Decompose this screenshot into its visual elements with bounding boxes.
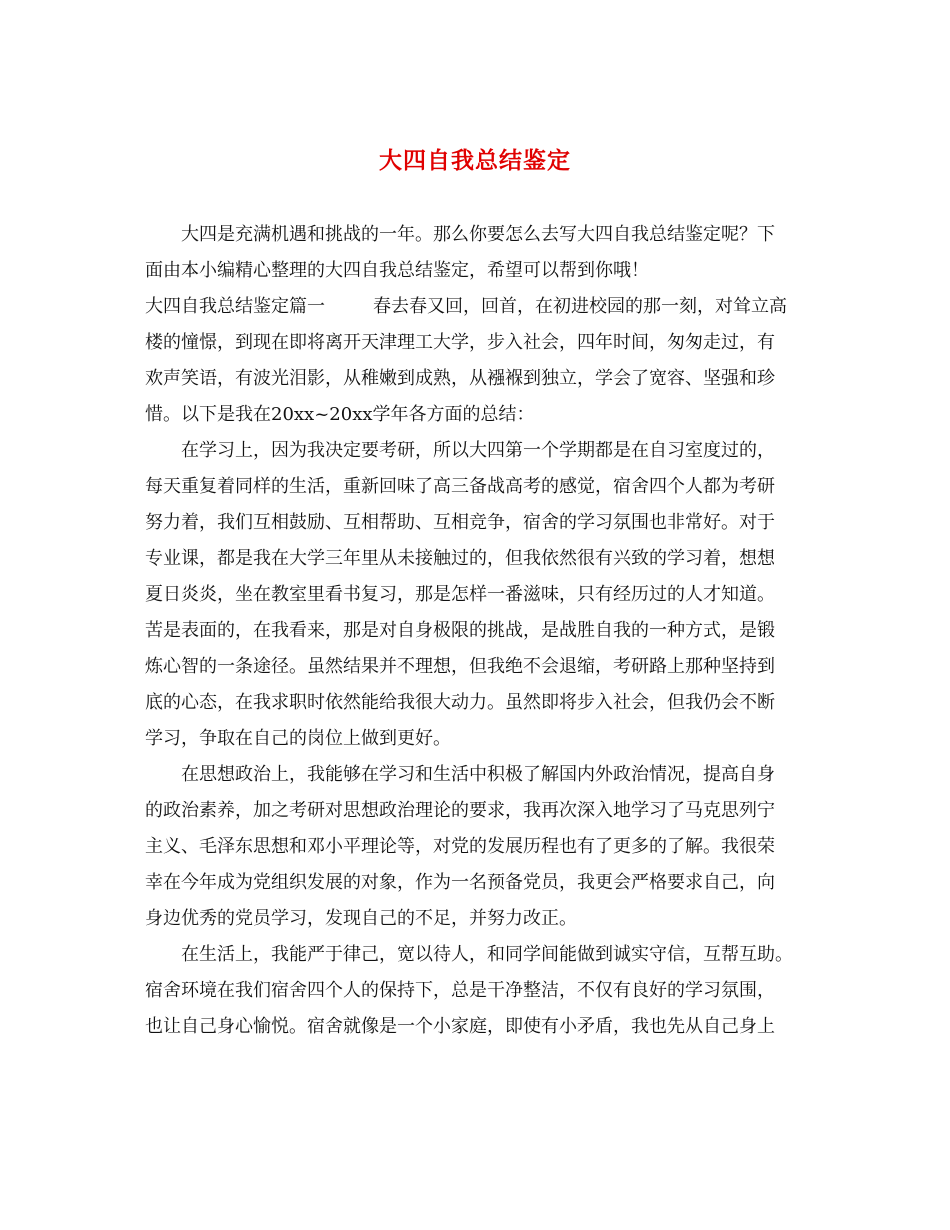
text-line: 身边优秀的党员学习，发现自己的不足，并努力改正。 <box>145 908 577 929</box>
text-line: 在思想政治上，我能够在学习和生活中积极了解国内外政治情况，提高自身 <box>181 764 775 785</box>
text-line: 底的心态，在我求职时依然能给我很大动力。虽然即将步入社会，但我仍会不断 <box>145 692 775 713</box>
text-line: 幸在今年成为党组织发展的对象，作为一名预备党员，我更会严格要求自己，向 <box>145 872 775 893</box>
text-line: 宿舍环境在我们宿舍四个人的保持下，总是干净整洁，不仅有良好的学习氛围， <box>145 980 775 1001</box>
text-line: 夏日炎炎，坐在教室里看书复习，那是怎样一番滋味，只有经历过的人才知道。 <box>145 584 775 605</box>
document-body <box>145 217 815 1045</box>
text-line: 大四是充满机遇和挑战的一年。那么你要怎么去写大四自我总结鉴定呢？下 <box>181 224 775 245</box>
section-heading-line <box>145 289 815 325</box>
text-line: 每天重复着同样的生活，重新回味了高三备战高考的感觉，宿舍四个人都为考研 <box>145 476 775 497</box>
text-line: 欢声笑语，有波光泪影，从稚嫩到成熟，从襁褓到独立，学会了宽容、坚强和珍 <box>145 368 775 389</box>
text-line: 楼的憧憬，到现在即将离开天津理工大学，步入社会，四年时间，匆匆走过，有 <box>145 332 775 353</box>
text-line: 春去春又回，回首，在初进校园的那一刻，对耸立高 <box>373 296 787 317</box>
text-line: 也让自己身心愉悦。宿舍就像是一个小家庭，即使有小矛盾，我也先从自己身上 <box>145 1016 775 1037</box>
text-line: 的政治素养，加之考研对思想政治理论的要求，我再次深入地学习了马克思列宁 <box>145 800 775 821</box>
document-title: 大四自我总结鉴定 <box>379 147 571 174</box>
text-line: 努力着，我们互相鼓励、互相帮助、互相竞争，宿舍的学习氛围也非常好。对于 <box>145 512 775 533</box>
text-line: 面由本小编精心整理的大四自我总结鉴定，希望可以帮到你哦！ <box>145 260 649 281</box>
text-line: 苦是表面的，在我看来，那是对自身极限的挑战，是战胜自我的一种方式，是锻 <box>145 620 775 641</box>
text-line: 主义、毛泽东思想和邓小平理论等，对党的发展历程也有了更多的了解。我很荣 <box>145 836 775 857</box>
text-line: 学习，争取在自己的岗位上做到更好。 <box>145 728 451 749</box>
text-line: 在生活上，我能严于律己，宽以待人，和同学间能做到诚实守信，互帮互助。 <box>181 944 793 965</box>
text-line: 惜。以下是我在20xx~20xx学年各方面的总结： <box>145 404 535 425</box>
text-line: 在学习上，因为我决定要考研，所以大四第一个学期都是在自习室度过的， <box>181 440 775 461</box>
text-line: 炼心智的一条途径。虽然结果并不理想，但我绝不会退缩，考研路上那种坚持到 <box>145 656 775 677</box>
text-line: 专业课，都是我在大学三年里从未接触过的，但我依然很有兴致的学习着，想想 <box>145 548 775 569</box>
section-heading: 大四自我总结鉴定篇一 <box>145 296 325 317</box>
